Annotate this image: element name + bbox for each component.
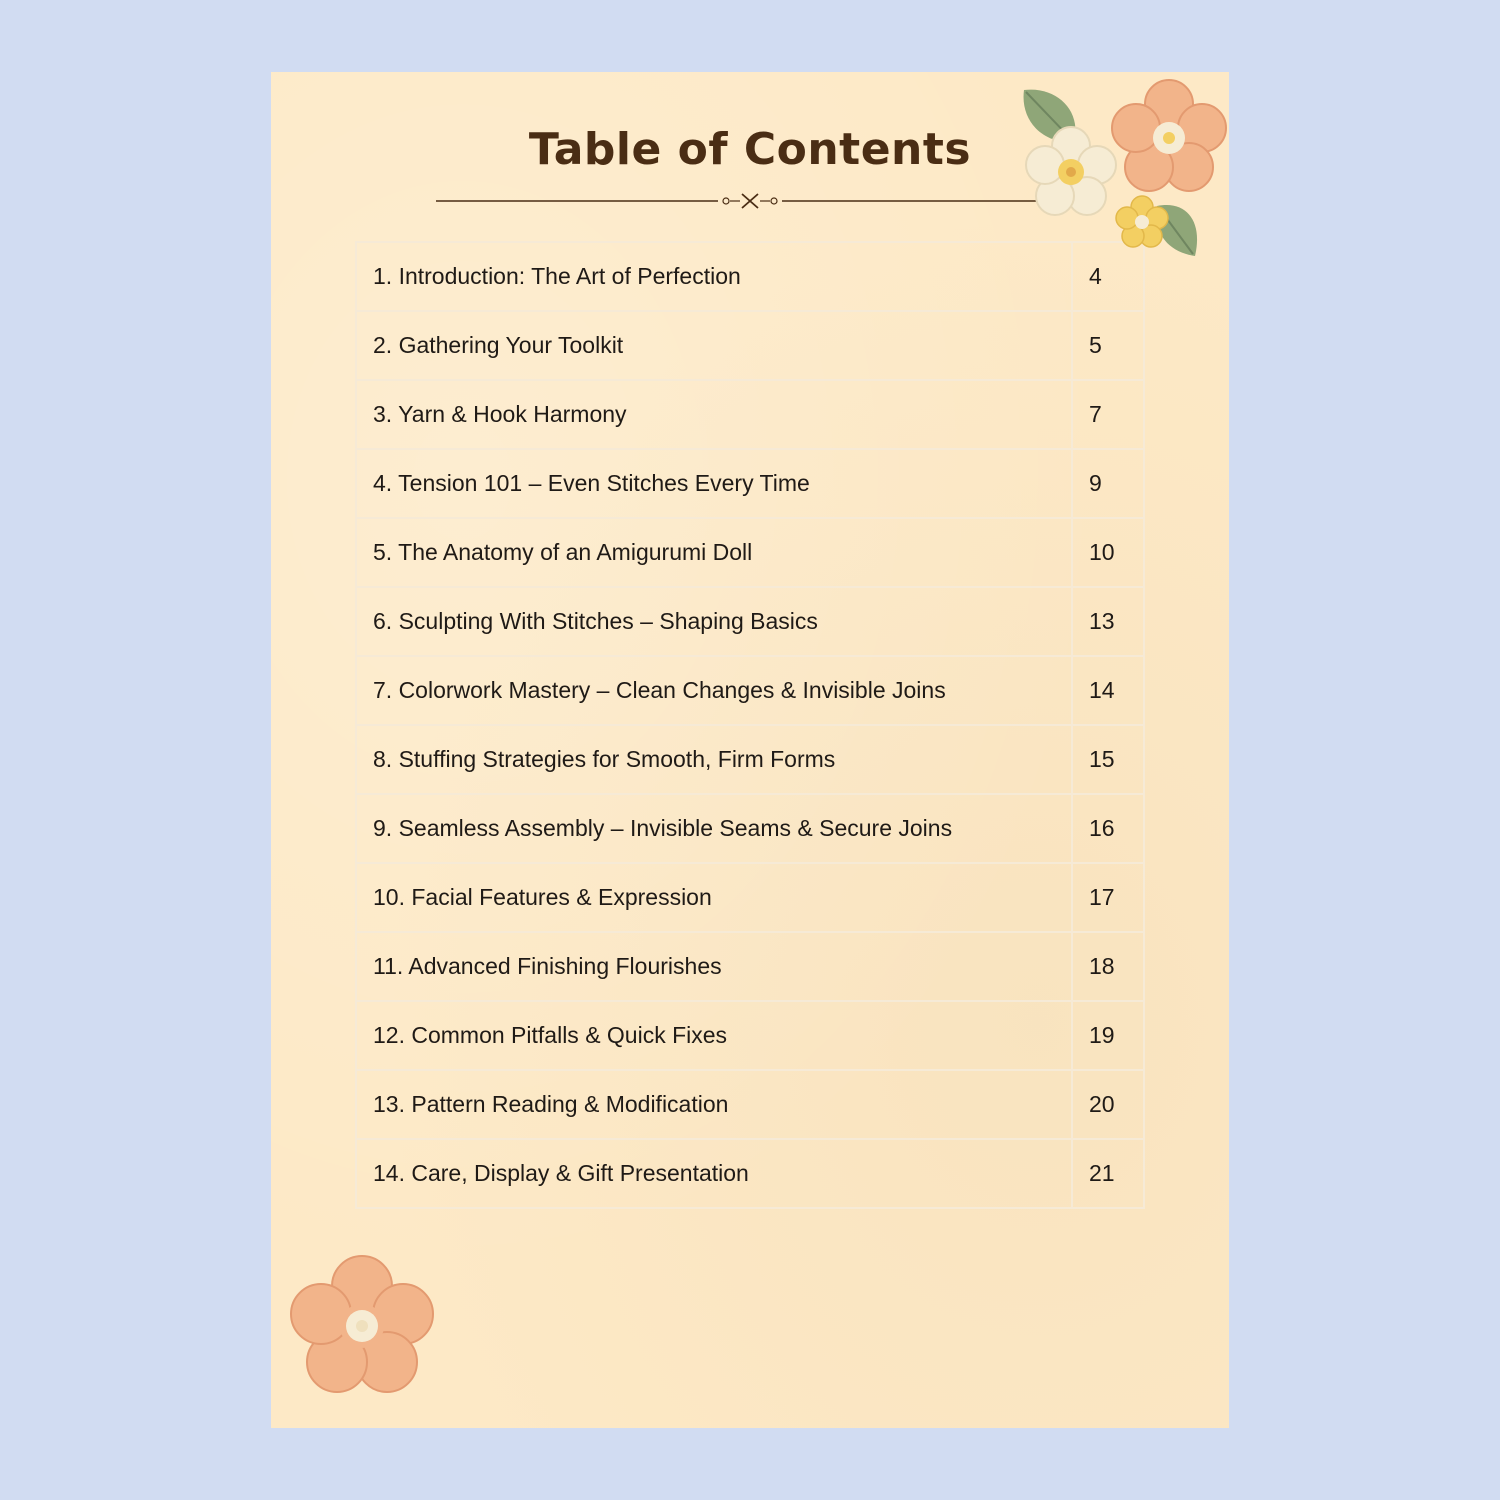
toc-row bbox=[356, 1001, 1144, 1070]
toc-row bbox=[356, 932, 1144, 1001]
toc-entry-title: 8. Stuffing Strategies for Smooth, Firm Forms bbox=[356, 725, 1072, 794]
toc-entry-page: 9 bbox=[1072, 449, 1144, 518]
toc-page bbox=[271, 72, 1229, 1428]
toc-row bbox=[356, 242, 1144, 311]
toc-row bbox=[356, 1139, 1144, 1208]
toc-row bbox=[356, 518, 1144, 587]
toc-row bbox=[356, 725, 1144, 794]
toc-entry-title: 6. Sculpting With Stitches – Shaping Basics bbox=[356, 587, 1072, 656]
toc-row bbox=[356, 794, 1144, 863]
toc-entry-title: 10. Facial Features & Expression bbox=[356, 863, 1072, 932]
toc-entry-title: 3. Yarn & Hook Harmony bbox=[356, 380, 1072, 449]
toc-entry-page: 21 bbox=[1072, 1139, 1144, 1208]
toc-entry-title: 12. Common Pitfalls & Quick Fixes bbox=[356, 1001, 1072, 1070]
toc-entry-page: 20 bbox=[1072, 1070, 1144, 1139]
toc-entry-title: 9. Seamless Assembly – Invisible Seams & Secure Joins bbox=[356, 794, 1072, 863]
toc-entry-page: 7 bbox=[1072, 380, 1144, 449]
toc-row bbox=[356, 380, 1144, 449]
page-title: Table of Contents bbox=[528, 124, 972, 175]
toc-entry-title: 11. Advanced Finishing Flourishes bbox=[356, 932, 1072, 1001]
toc-entry-page: 5 bbox=[1072, 311, 1144, 380]
toc-entry-title: 14. Care, Display & Gift Presentation bbox=[356, 1139, 1072, 1208]
toc-row bbox=[356, 656, 1144, 725]
crochet-flower-icon bbox=[1114, 194, 1170, 250]
crochet-flower-icon bbox=[287, 1252, 437, 1397]
toc-row bbox=[356, 863, 1144, 932]
toc-entry-page: 19 bbox=[1072, 1001, 1144, 1070]
toc-entry-page: 18 bbox=[1072, 932, 1144, 1001]
toc-row bbox=[356, 587, 1144, 656]
toc-entry-page: 13 bbox=[1072, 587, 1144, 656]
toc-row bbox=[356, 449, 1144, 518]
crochet-flower-icon bbox=[1023, 124, 1119, 220]
crochet-flower-icon bbox=[1109, 78, 1229, 198]
toc-entry-page: 17 bbox=[1072, 863, 1144, 932]
toc-entry-title: 7. Colorwork Mastery – Clean Changes & Invisible Joins bbox=[356, 656, 1072, 725]
toc-entry-page: 4 bbox=[1072, 242, 1144, 311]
toc-row bbox=[356, 1070, 1144, 1139]
toc-row bbox=[356, 311, 1144, 380]
toc-entry-page: 16 bbox=[1072, 794, 1144, 863]
toc-entry-title: 1. Introduction: The Art of Perfection bbox=[356, 242, 1072, 311]
toc-entry-page: 15 bbox=[1072, 725, 1144, 794]
ornamental-divider bbox=[436, 190, 1064, 212]
toc-entry-title: 5. The Anatomy of an Amigurumi Doll bbox=[356, 518, 1072, 587]
toc-entry-title: 13. Pattern Reading & Modification bbox=[356, 1070, 1072, 1139]
toc-entry-title: 4. Tension 101 – Even Stitches Every Time bbox=[356, 449, 1072, 518]
toc-entry-page: 14 bbox=[1072, 656, 1144, 725]
toc-entry-page: 10 bbox=[1072, 518, 1144, 587]
contents-table bbox=[355, 241, 1145, 1209]
toc-entry-title: 2. Gathering Your Toolkit bbox=[356, 311, 1072, 380]
